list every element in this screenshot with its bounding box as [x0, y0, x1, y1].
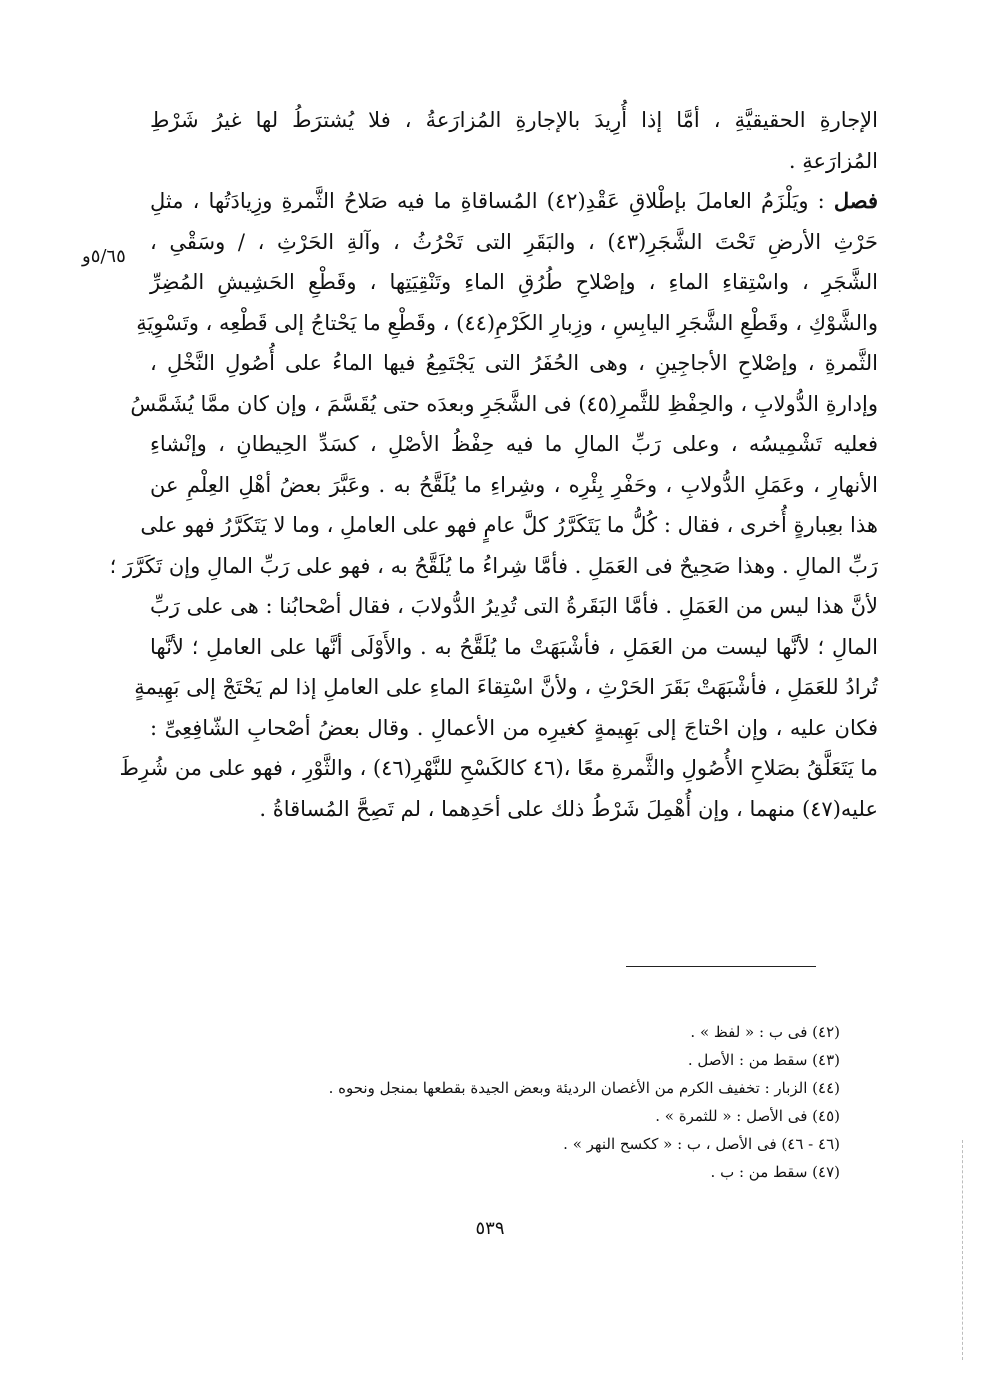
text-line: ما يَتَعَلَّقُ بصَلاحِ الأُصُولِ والثَّمرةِ معًا ،(٤٦ كالكَسْحِ للنَّهْرِ(٤٦) ، والثَّوْرِ ، فهو على من شُرِطَ	[119, 756, 878, 780]
text-line: رَبِّ المالِ . وهذا صَحِيحٌ فى العَمَلِ . فأمَّا شِراءُ ما يُلَقَّحُ به ، فهو على رَبِّ المالِ وإن تَكَرَّرَ ؛	[109, 553, 878, 578]
text-line: المالِ ؛ لأنَّها ليست من العَمَلِ ، فأشْبَهَتْ ما يُلَقَّحُ به . والأَوْلَى أنَّها على العاملِ ؛ لأنَّها	[150, 634, 878, 659]
scan-edge-line	[962, 1140, 963, 1360]
text-line: هذا بعِبارةٍ أُخرى ، فقال : كُلُّ ما يَتَكَرَّرُ كلَّ عامٍ فهو على العاملِ ، وما لا يَتَكَرَّرُ فهو على	[140, 513, 878, 537]
footnotes	[300, 1018, 840, 1186]
text-line: الإجارةِ الحقيقيَّةِ ، أمَّا إذا أُرِيدَ بالإجارةِ المُزارَعةُ ، فلا يُشترَطُ لها غيرُ شَرْطِ	[150, 108, 878, 132]
text-line: تُرادُ للعَمَلِ ، فأشْبَهَتْ بَقَرَ الحَرْثِ ، ولأنَّ اسْتِقاءَ الماءِ على العاملِ إذا لم يَحْتَجْ إلى بَهِيمةٍ	[134, 675, 878, 699]
text-line: الثَّمرةِ ، وإصْلاحِ الأجاجِينِ ، وهى الحُفَرُ التى يَجْتَمِعُ فيها الماءُ على أُصُولِ النَّخْلِ ،	[150, 351, 878, 375]
footnote: (٤٢) فى ب : « لفظ » .	[690, 1023, 840, 1041]
footnote: (٤٦ - ٤٦) فى الأصل ، ب : « ككسح النهر » .	[563, 1135, 840, 1153]
text-line: وإدارةِ الدُّولابِ ، والحِفْظِ للثَّمرِ(٤٥) فى الشَّجَرِ وبعدَه حتى يُقَسَّمَ ، وإن كان ممَّا يُشَمَّسُ	[130, 391, 878, 416]
footnote: (٤٧) سقط من : ب .	[710, 1163, 840, 1181]
text-line: : ويَلْزَمُ العاملَ بإطْلاقِ عَقْدِ(٤٢) المُساقاةِ ما فيه صَلاحُ الثَّمرةِ وزِيادَتُها ، مثلِ	[150, 189, 834, 213]
footnote: (٤٤) الزبار : تخفيف الكرم من الأغصان الرديئة وبعض الجيدة بقطعها بمنجل ونحوه .	[328, 1079, 840, 1097]
text-line: فعليه تَشْمِيسُه ، وعلى رَبِّ المالِ ما فيه حِفْظُ الأصْلِ ، كسَدِّ الحِيطانِ ، وإنْشاءِ	[150, 432, 878, 456]
margin-folio-reference: ٥/٦٥و	[82, 246, 126, 267]
text-line-fasl	[150, 181, 878, 222]
main-text	[109, 100, 879, 829]
page-number: ٥٣٩	[475, 1218, 505, 1239]
text-line: عليه(٤٧) منهما ، وإن أُهْمِلَ شَرْطُ ذلك على أحَدِهما ، لم تَصِحَّ المُساقاةُ .	[259, 796, 878, 821]
footnote-separator-rule	[626, 966, 816, 967]
section-heading-fasl: فصل	[833, 188, 879, 213]
text-line: الأنهارِ ، وعَمَلِ الدُّولابِ ، وحَفْرِ بِئْرِه ، وشِراءِ ما يُلَقَّحُ به . وعَبَّرَ بعضُ أهْلِ العِلْمِ عن	[150, 472, 878, 497]
text-line: الشَّجَرِ ، واسْتِقاءِ الماءِ ، وإصْلاحِ طُرُقِ الماءِ وتَنْقِيَتِها ، وقَطْعِ الحَشِيشِ المُضِرِّ	[150, 270, 878, 294]
footnote: (٤٣) سقط من : الأصل .	[687, 1051, 840, 1069]
footnote: (٤٥) فى الأصل : « للثمرة » .	[655, 1107, 840, 1125]
text-line: فكان عليه ، وإن احْتاجَ إلى بَهِيمةٍ كغيرِه من الأعمالِ . وقال بعضُ أصْحابِ الشّافِعِىِّ :	[150, 715, 878, 740]
text-line: لأنَّ هذا ليس من العَمَلِ . فأمَّا البَقَرةُ التى تُدِيرُ الدُّولابَ ، فقال أصْحابُنا : هى على رَبِّ	[150, 594, 878, 618]
text-line: حَرْثِ الأرضِ تَحْتَ الشَّجَرِ(٤٣) ، والبَقَرِ التى تَحْرُثُ ، وآلةِ الحَرْثِ ، / وسَقْىِ ،	[150, 229, 878, 254]
text-line: والشَّوْكِ ، وقَطْعِ الشَّجَرِ اليابِسِ ، وزِبارِ الكَرْمِ(٤٤) ، وقَطْعِ ما يَحْتاجُ إلى قَطْعِه ، وتَسْوِيَةِ	[136, 310, 878, 335]
text-line: المُزارَعةِ .	[788, 148, 878, 173]
